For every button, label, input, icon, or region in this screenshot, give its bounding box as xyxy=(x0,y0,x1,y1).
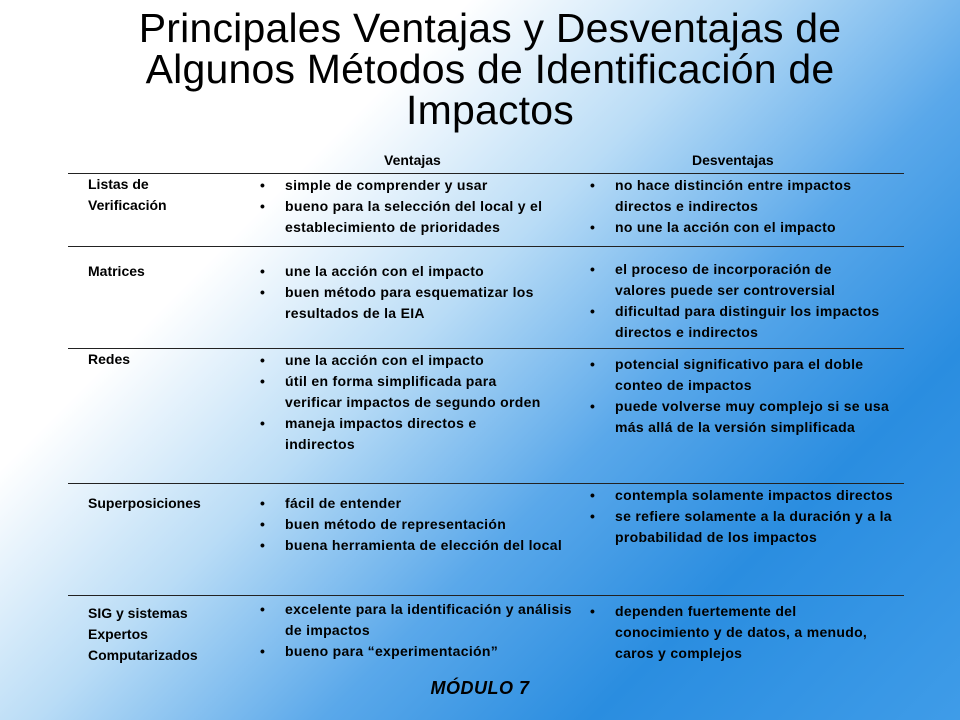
ventajas-list xyxy=(260,493,575,556)
list-item: • dependen fuertemente del conocimiento y de datos, a menudo, caros y complejos xyxy=(590,603,868,661)
row-label-line: Matrices xyxy=(88,263,145,279)
list-item: • potencial significativo para el doble conteo de impactos xyxy=(590,356,864,393)
row-label-superposiciones xyxy=(88,493,201,514)
title-line-3: Impactos xyxy=(406,87,574,133)
list-item: • excelente para la identificación y análisis de impactos xyxy=(260,601,572,638)
title-line-1: Principales Ventajas y Desventajas de xyxy=(138,5,842,51)
row-label-sig xyxy=(88,603,198,666)
list-item: • bueno para “experimentación” xyxy=(260,643,499,659)
list-item: • buena herramienta de elección del local xyxy=(260,537,563,553)
list-item: • útil en forma simplificada para verificar impactos de segundo orden xyxy=(260,373,541,410)
table-rule xyxy=(68,173,904,174)
row-label-line: Computarizados xyxy=(88,647,198,663)
list-item: • no hace distinción entre impactos directos e indirectos xyxy=(590,177,852,214)
row-label-line: Superposiciones xyxy=(88,495,201,511)
row-label-line: SIG y sistemas xyxy=(88,605,188,621)
list-item: • buen método para esquematizar los resultados de la EIA xyxy=(260,284,534,321)
ventajas-list xyxy=(260,175,580,238)
row-label-listas xyxy=(88,174,167,216)
row-label-redes xyxy=(88,349,130,370)
header-desventajas: Desventajas xyxy=(692,152,774,168)
list-item: • fácil de entender xyxy=(260,495,402,511)
row-label-line: Listas de xyxy=(88,176,149,192)
table-rule xyxy=(68,595,904,596)
desventajas-list xyxy=(590,354,900,438)
row-label-line: Redes xyxy=(88,351,131,367)
list-item: • dificultad para distinguir los impactos directos e indirectos xyxy=(590,303,880,340)
table-rule xyxy=(68,483,904,484)
desventajas-list xyxy=(590,485,900,548)
table-rule xyxy=(68,348,904,349)
list-item: • el proceso de incorporación de valores puede ser controversial xyxy=(590,261,836,298)
row-label-matrices xyxy=(88,261,145,282)
list-item: • une la acción con el impacto xyxy=(260,263,485,279)
list-item: • puede volverse muy complejo si se usa más allá de la versión simplificada xyxy=(590,398,890,435)
ventajas-list xyxy=(260,599,575,662)
list-item: • no une la acción con el impacto xyxy=(590,219,836,235)
desventajas-list xyxy=(590,601,880,664)
list-item: • buen método de representación xyxy=(260,516,507,532)
header-ventajas: Ventajas xyxy=(384,152,441,168)
list-item: • contempla solamente impactos directos xyxy=(590,487,893,503)
slide-title xyxy=(0,5,960,133)
title-line-2: Algunos Métodos de Identificación de xyxy=(145,46,835,92)
row-label-line: Expertos xyxy=(88,626,148,642)
desventajas-list xyxy=(590,175,885,238)
list-item: • se refiere solamente a la duración y a la probabilidad de los impactos xyxy=(590,508,892,545)
table-rule xyxy=(68,246,904,247)
list-item: • bueno para la selección del local y el establecimiento de prioridades xyxy=(260,198,543,235)
desventajas-list xyxy=(590,259,885,343)
row-label-line: Verificación xyxy=(88,197,167,213)
module-footer: MÓDULO 7 xyxy=(430,678,530,698)
list-item: • simple de comprender y usar xyxy=(260,177,488,193)
list-item: • maneja impactos directos e indirectos xyxy=(260,415,477,452)
ventajas-list xyxy=(260,350,545,455)
ventajas-list xyxy=(260,261,585,324)
list-item: • une la acción con el impacto xyxy=(260,352,485,368)
